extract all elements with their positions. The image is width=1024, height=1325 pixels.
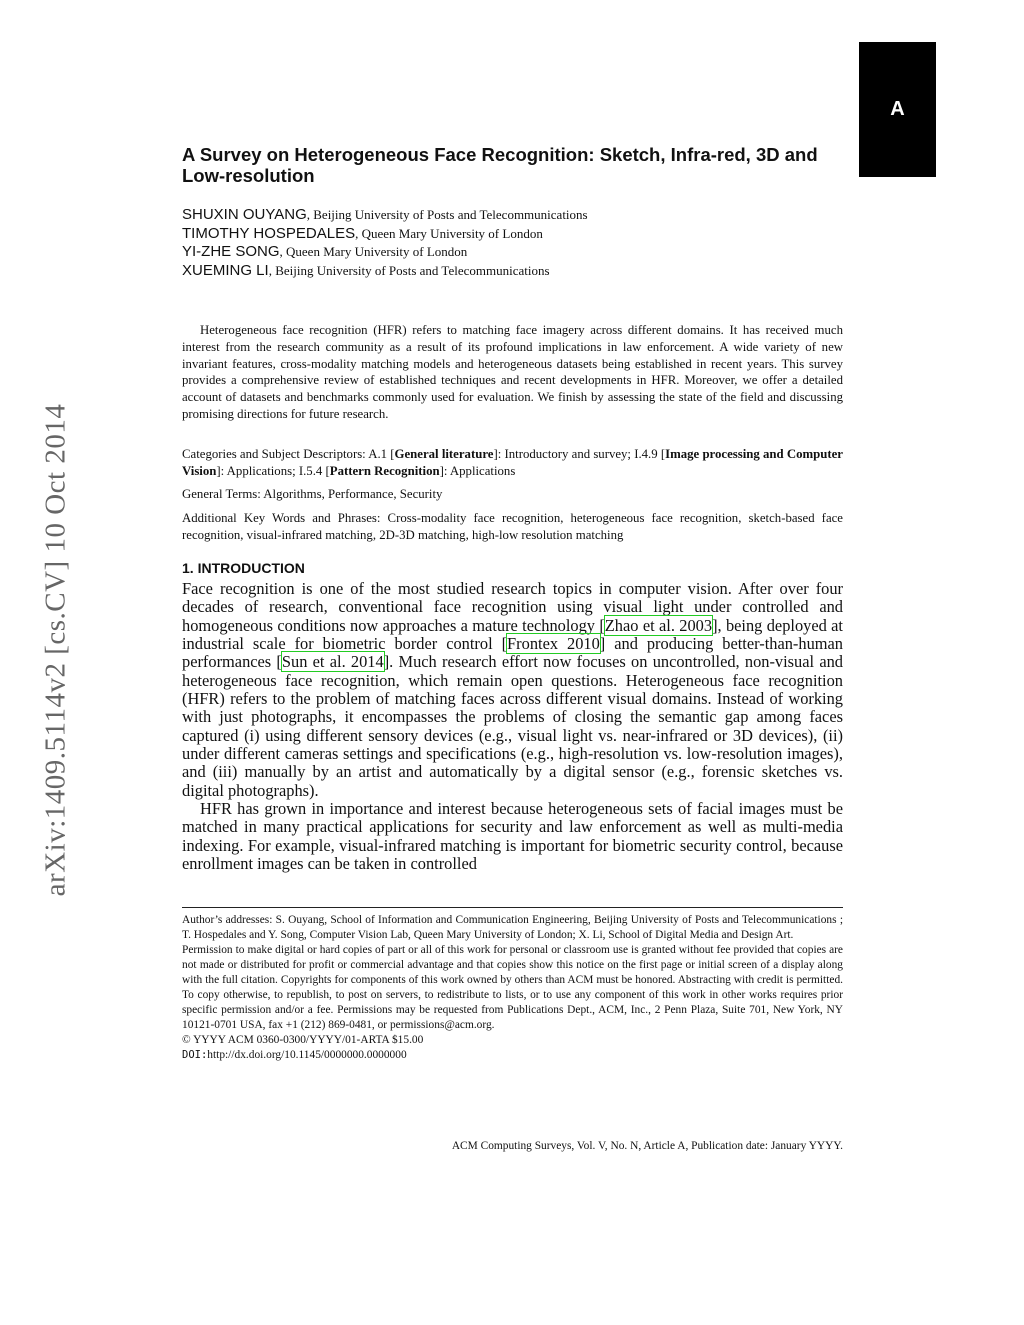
permission-notice: Permission to make digital or hard copies of part or all of this work for personal or classroom use is granted without fee provided that copies are not made or distributed for profit or commercial advantage and that copies show this notice on the first page or initial screen of a display along with the full citation. Copyrights for components of this work owned by others than ACM must be honored. Abstracting with credit is permitted. To copy otherwise, to republish, to post on servers, to redistribute to lists, or to use any component of this work in other works requires prior specific permission and/or a fee. Permissions may be requested from Publications Dept., ACM, Inc., 2 Penn Plaza, Suite 701, New York, NY 10121-0701 USA, fax +1 (212) 869-0481, or permissions@acm.org. (182, 944, 843, 1031)
footnotes (182, 913, 843, 1063)
author-line (182, 224, 842, 243)
author-name: TIMOTHY HOSPEDALES (182, 224, 356, 242)
citation-link[interactable]: Zhao et al. 2003 (604, 615, 713, 635)
author-list (182, 205, 842, 279)
copyright-line: © YYYY ACM 0360-0300/YYYY/01-ARTA $15.00 (182, 1034, 424, 1046)
author-affiliation: , Beijing University of Posts and Telecommunications (306, 207, 588, 222)
author-affiliation: , Queen Mary University of London (279, 244, 468, 259)
text-run: Face recognition is one of the most studied research topics in computer vision. After over four decades of research, conventional face recognition using visual light under controlled and homogeneous conditions now approaches a mature technology [ (182, 579, 843, 635)
citation-link[interactable]: Frontex 2010 (507, 634, 600, 654)
author-affiliation: , Queen Mary University of London (355, 225, 543, 241)
ccs-text: ]: Introductory and survey; I.4.9 [ (493, 447, 666, 461)
ccs-text: Categories and Subject Descriptors: A.1 [ (182, 447, 395, 461)
text-run: ] and producing better-than-human performances [ (182, 634, 844, 672)
citation-link[interactable]: Sun et al. 2014 (281, 652, 384, 672)
keywords: Additional Key Words and Phrases: Cross-modality face recognition, heterogeneous face recognition, sketch-based face recognition, visual-infrared matching, 2D-3D matching, high-low resolution matching (182, 511, 843, 542)
paragraph (182, 580, 843, 800)
author-addresses: Author’s addresses: S. Ouyang, School of Information and Communication Engineering, Beijing University of Posts and Telecommunications ; T. Hospedales and Y. Song, Computer Vision Lab, Queen Mary University of London; X. Li, School of Digital Media and Design Art. (182, 914, 843, 941)
page-footer: ACM Computing Surveys, Vol. V, No. N, Article A, Publication date: January YYYY. (451, 1140, 843, 1152)
section-heading: 1. INTRODUCTION (182, 560, 305, 576)
ccs-descriptors (182, 446, 843, 480)
text-run: ]. Much research effort now focuses on uncontrolled, non-visual and heterogeneous face recognition, which remain open questions. Heterogeneous face recognition (HFR) refers to the problem of matching faces across different visual domains. Instead of working with just photographs, it encompasses the problems of closing the semantic gap among faces captured (i) using different sensory devices (e.g., visual light vs. near-infrared or 3D devices), (ii) under different cameras settings and specifications (e.g., high-resolution vs. low-resolution images), and (iii) manually by an artist and automatically by a digital sensor (e.g., forensic sketches vs. digital photographs). (182, 652, 843, 800)
introduction-body (182, 580, 843, 874)
ccs-text: ]: Applications; I.5.4 [ (216, 463, 330, 478)
author-name: SHUXIN OUYANG (182, 206, 307, 223)
author-name: XUEMING LI (182, 261, 269, 279)
doi-link[interactable]: http://dx.doi.org/10.1145/0000000.0000000 (207, 1049, 407, 1061)
general-terms: General Terms: Algorithms, Performance, Security (182, 487, 443, 501)
author-line (182, 242, 842, 261)
author-name: YI-ZHE SONG (182, 243, 280, 260)
ccs-term: General literature (394, 447, 494, 461)
doi-label: DOI: (182, 1049, 208, 1061)
doi-line (182, 1048, 843, 1063)
ccs-term: Pattern Recognition (329, 463, 440, 478)
ccs-text: ]: Applications (439, 463, 516, 478)
author-line (182, 205, 842, 224)
author-line (182, 261, 842, 280)
footnote-divider (182, 907, 843, 908)
arxiv-stamp: arXiv:1409.5114v2 [cs.CV] 10 Oct 2014 (39, 403, 72, 897)
text-run: ], being deployed at industrial scale for biometric border control [ (182, 615, 843, 654)
ccs-term: Image processing and Computer Vision (182, 447, 843, 478)
author-affiliation: , Beijing University of Posts and Telecommunications (268, 262, 550, 278)
section-tab: A (859, 42, 936, 177)
paper-title: A Survey on Heterogeneous Face Recognition: Sketch, Infra-red, 3D and Low-resolution (182, 144, 818, 186)
abstract: Heterogeneous face recognition (HFR) refers to matching face imagery across different domains. It has received much interest from the research community as a result of its profound implications in law enforcement. A wide variety of new invariant features, cross-modality matching models and heterogeneous datasets being established in recent years. This survey provides a comprehensive review of established techniques and recent developments in HFR. Moreover, we offer a detailed account of datasets and benchmarks commonly used for evaluation. We finish by assessing the state of the field and discussing promising directions for future research. (182, 323, 843, 421)
paragraph: HFR has grown in importance and interest because heterogeneous sets of facial images must be matched in many practical applications for security and law enforcement as well as multi-media indexing. For example, visual-infrared matching is important for biometric security control, because enrollment images can be taken in controlled (182, 799, 843, 874)
